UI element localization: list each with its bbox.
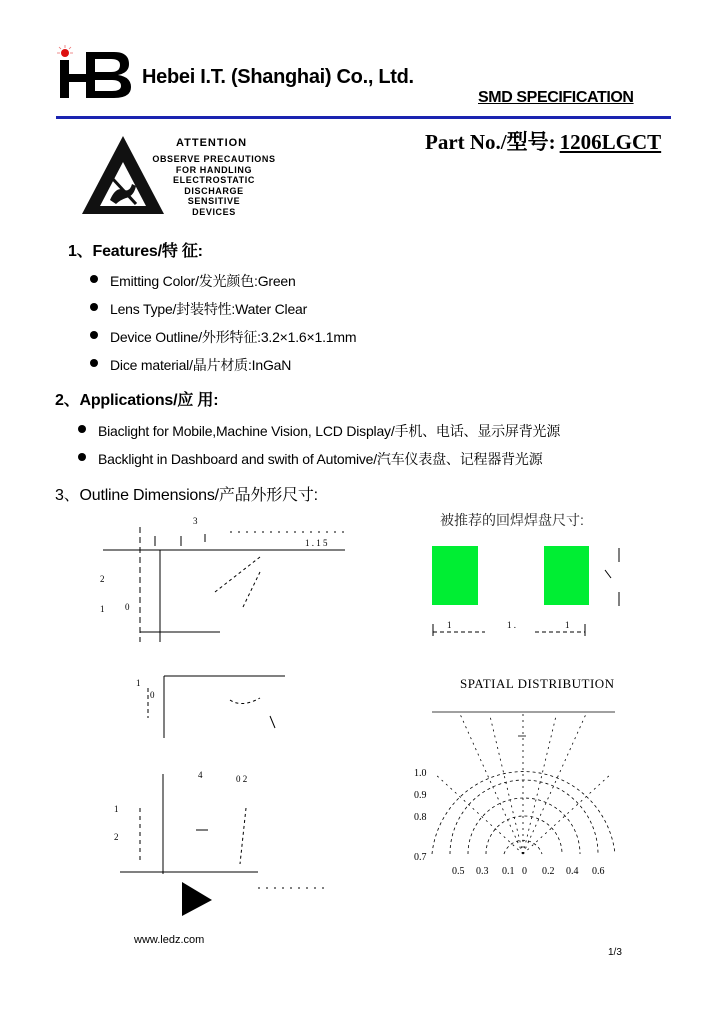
y-tick: 0.9 bbox=[414, 790, 427, 801]
outline-drawing-side bbox=[130, 668, 290, 744]
x-tick: 0.6 bbox=[592, 866, 605, 877]
header-divider bbox=[56, 116, 671, 119]
svg-text:0: 0 bbox=[125, 602, 130, 612]
logo-dot bbox=[61, 49, 69, 57]
svg-text:0 2: 0 2 bbox=[236, 774, 248, 784]
company-logo bbox=[54, 44, 134, 100]
applications-heading: 2、Applications/应 用: bbox=[55, 392, 219, 409]
attention-line: DISCHARGE bbox=[184, 185, 244, 196]
spatial-distribution-title: SPATIAL DISTRIBUTION bbox=[460, 676, 615, 691]
spatial-distribution-chart bbox=[410, 694, 635, 879]
application-item: Backlight in Dashboard and swith of Automive/汽车仪表盘、记程器背光源 bbox=[98, 451, 543, 467]
attention-line: FOR HANDLING bbox=[175, 164, 253, 175]
attention-line: OBSERVE PRECAUTIONS bbox=[152, 154, 276, 164]
svg-text:1: 1 bbox=[565, 620, 570, 630]
outline-drawing-bottom bbox=[108, 768, 338, 918]
bullet-icon bbox=[90, 303, 98, 311]
svg-text:1: 1 bbox=[136, 678, 141, 688]
x-tick: 0.4 bbox=[566, 866, 579, 877]
svg-text:1 . 1 5: 1 . 1 5 bbox=[305, 538, 328, 548]
bullet-icon bbox=[90, 275, 98, 283]
y-tick: 0.7 bbox=[414, 852, 427, 863]
feature-item: Emitting Color/发光颜色:Green bbox=[110, 273, 296, 289]
document-type: SMD SPECIFICATION bbox=[478, 89, 634, 106]
feature-item: Dice material/晶片材质:InGaN bbox=[110, 357, 292, 373]
x-tick: 0.5 bbox=[452, 866, 465, 877]
attention-line: DEVICES bbox=[192, 206, 236, 217]
x-tick: 0.3 bbox=[476, 866, 489, 877]
cathode-mark-icon bbox=[182, 882, 212, 916]
svg-text:0: 0 bbox=[150, 690, 155, 700]
feature-item: Device Outline/外形特征:3.2×1.6×1.1mm bbox=[110, 329, 357, 345]
attention-line: ELECTROSTATIC bbox=[173, 175, 255, 185]
outline-heading: 3、Outline Dimensions/产品外形尺寸: bbox=[55, 487, 318, 504]
x-tick: 0 bbox=[522, 866, 527, 877]
svg-text:2: 2 bbox=[114, 832, 119, 842]
svg-text:3: 3 bbox=[193, 516, 198, 526]
attention-line: SENSITIVE bbox=[187, 196, 241, 206]
y-tick: 0.8 bbox=[414, 812, 427, 823]
attention-title: ATTENTION bbox=[176, 137, 248, 149]
svg-text:1: 1 bbox=[447, 620, 452, 630]
pad-dimension-lines bbox=[425, 540, 635, 640]
part-number-label: Part No./型号: bbox=[425, 130, 556, 154]
svg-text:1: 1 bbox=[114, 804, 119, 814]
svg-text:2: 2 bbox=[100, 574, 105, 584]
y-tick: 1.0 bbox=[414, 768, 427, 779]
features-heading: 1、Features/特 征: bbox=[68, 243, 203, 260]
pad-title: 被推荐的回焊焊盘尺寸: bbox=[440, 512, 584, 528]
website-link[interactable]: www.ledz.com bbox=[134, 934, 205, 946]
x-tick: 0.2 bbox=[542, 866, 555, 877]
x-tick: 0.1 bbox=[502, 866, 515, 877]
bullet-icon bbox=[78, 453, 86, 461]
feature-item: Lens Type/封装特性:Water Clear bbox=[110, 301, 308, 317]
svg-text:1 .: 1 . bbox=[507, 620, 516, 630]
page-number: 1/3 bbox=[608, 947, 622, 958]
outline-drawing-top bbox=[95, 512, 355, 648]
bullet-icon bbox=[78, 425, 86, 433]
svg-text:4: 4 bbox=[198, 770, 203, 780]
svg-text:1: 1 bbox=[100, 604, 105, 614]
application-item: Biaclight for Mobile,Machine Vision, LCD Display/手机、电话、显示屏背光源 bbox=[98, 423, 561, 439]
company-name: Hebei I.T. (Shanghai) Co., Ltd. bbox=[142, 66, 414, 88]
part-number bbox=[425, 126, 661, 156]
attention-text bbox=[150, 154, 278, 217]
bullet-icon bbox=[90, 331, 98, 339]
part-number-value: 1206LGCT bbox=[559, 130, 662, 154]
bullet-icon bbox=[90, 359, 98, 367]
